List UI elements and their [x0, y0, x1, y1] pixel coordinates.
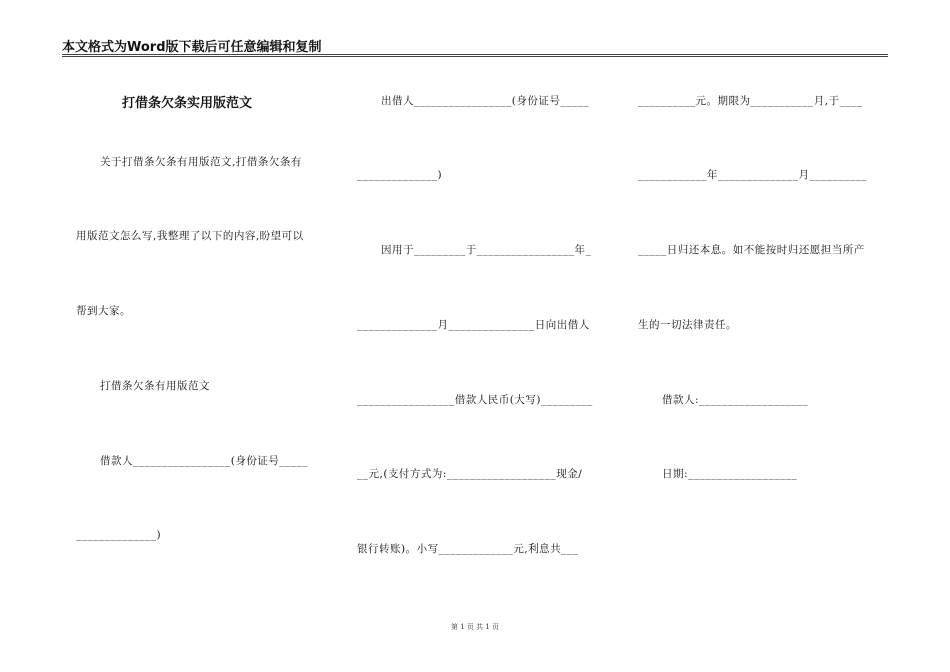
col2-line-6: __元,(支付方式为:___________________现金/ [357, 468, 583, 480]
col1-line-1: 关于打借条欠条有用版范文,打借条欠条有 [100, 156, 302, 168]
col3-line-5: 借款人:___________________ [662, 394, 809, 406]
document-title: 打借条欠条实用版范文 [122, 96, 253, 111]
col2-line-4: ______________月_______________日向出借人 [357, 319, 590, 331]
header-text: 本文格式为Word版下载后可任意编辑和复制 [62, 40, 322, 55]
col1-line-3: 帮到大家。 [76, 305, 131, 317]
col2-line-2: ______________) [357, 169, 443, 181]
document-header [62, 36, 888, 55]
col1-line-5: 借款人_________________(身份证号_____ [100, 455, 309, 467]
col1-line-4: 打借条欠条有用版范文 [100, 380, 210, 392]
col2-line-1: 出借人_________________(身份证号_____ [381, 95, 590, 107]
col3-line-3: _____日归还本息。如不能按时归还愿担当所产 [638, 244, 865, 256]
col3-line-4: 生的一切法律责任。 [638, 319, 737, 331]
col1-line-2: 用版范文怎么写,我整理了以下的内容,盼望可以 [76, 230, 304, 242]
col3-line-6: 日期:___________________ [662, 468, 798, 480]
col2-line-3: 因用于_________于_________________年_ [381, 244, 592, 256]
col3-line-1: __________元。期限为___________月,于____ [638, 95, 863, 107]
col3-line-2: ____________年______________月__________ [638, 169, 867, 181]
col2-line-7: 银行转账)。小写_____________元,利息共___ [357, 543, 579, 555]
col1-line-6: ______________) [76, 529, 162, 541]
page-number-footer: 第 1 页 共 1 页 [450, 623, 500, 631]
col2-line-5: _________________借款人民币(大写)_________ [357, 394, 593, 406]
